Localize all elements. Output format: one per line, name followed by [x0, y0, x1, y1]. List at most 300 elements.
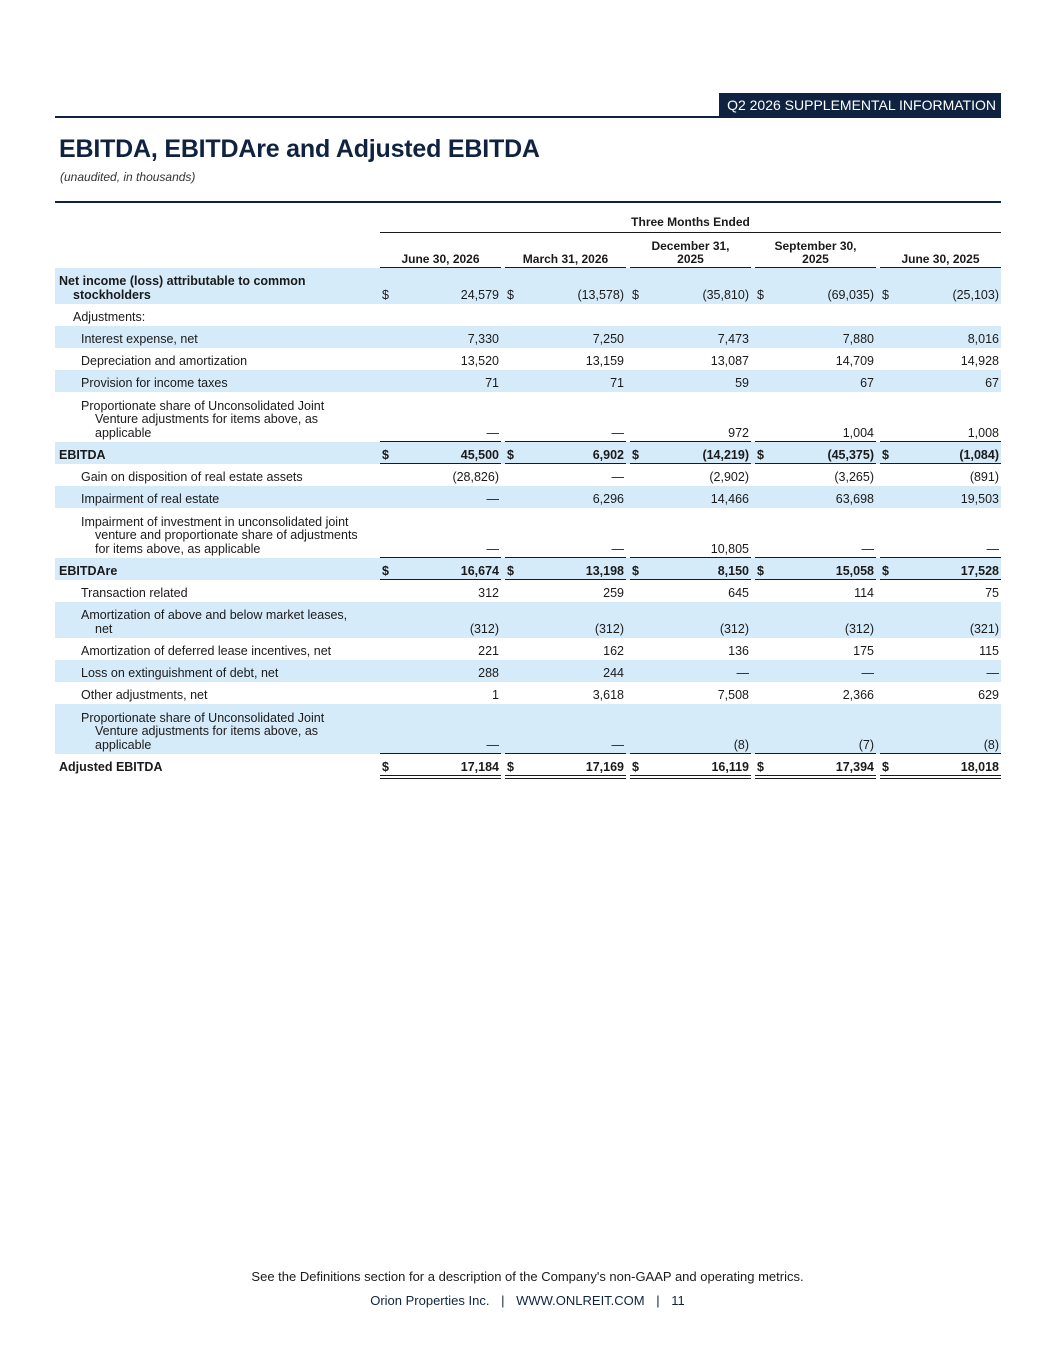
column-header [380, 236, 501, 266]
cell-value: 17,528 [960, 564, 999, 578]
table-cell [755, 310, 876, 324]
cell-value: 312 [478, 586, 499, 600]
currency-symbol: $ [507, 760, 514, 774]
title-rule [55, 201, 1001, 203]
column-header-line: September 30, [774, 239, 857, 253]
cell-value: (1,084) [959, 448, 999, 462]
table-cell [505, 738, 626, 752]
table-cell [755, 542, 876, 556]
column-header-line: June 30, 2025 [901, 252, 980, 266]
table-cell [505, 332, 626, 346]
table-cell [880, 448, 1001, 462]
cell-value: 244 [603, 666, 624, 680]
table-cell [755, 564, 876, 578]
subtotal-rule [505, 753, 626, 754]
cell-value: 3,618 [592, 688, 624, 702]
table-cell [630, 426, 751, 440]
cell-value: 14,928 [960, 354, 999, 368]
cell-value: 71 [485, 376, 499, 390]
cell-value: 13,087 [710, 354, 749, 368]
column-header-line: June 30, 2026 [401, 252, 480, 266]
table-cell [505, 688, 626, 702]
subtotal-rule [630, 753, 751, 754]
subtotal-rule [380, 778, 501, 779]
table-cell [880, 760, 1001, 774]
row-label-line: stockholders [73, 287, 151, 302]
table-row [55, 508, 1001, 558]
subtotal-rule [755, 441, 876, 442]
table-cell [755, 760, 876, 774]
cell-value: 13,159 [585, 354, 624, 368]
currency-symbol: $ [882, 448, 889, 462]
row-label [81, 471, 303, 485]
table-cell [755, 666, 876, 680]
table-cell [755, 492, 876, 506]
row-label-line: Proportionate share of Unconsolidated Joint [81, 710, 325, 725]
table-cell [380, 738, 501, 752]
table-cell [880, 288, 1001, 302]
row-label [81, 516, 358, 557]
subtotal-rule [505, 441, 626, 442]
table-cell [630, 332, 751, 346]
cell-value: 7,473 [717, 332, 749, 346]
table-cell [380, 688, 501, 702]
subtotal-rule [755, 753, 876, 754]
table-cell [880, 542, 1001, 556]
cell-value: 7,250 [592, 332, 624, 346]
cell-value: 6,902 [592, 448, 624, 462]
table-cell [755, 586, 876, 600]
table-cell [380, 310, 501, 324]
currency-symbol: $ [507, 288, 514, 302]
subtotal-rule [380, 463, 501, 464]
table-cell [505, 760, 626, 774]
table-row [55, 304, 1001, 326]
row-label [81, 377, 228, 391]
table-cell [755, 332, 876, 346]
cell-value: (28,826) [452, 470, 499, 484]
row-label [81, 689, 207, 703]
table-cell [880, 470, 1001, 484]
currency-symbol: $ [882, 760, 889, 774]
cell-value: 18,018 [960, 760, 999, 774]
cell-value: — [486, 426, 499, 440]
page-subtitle: (unaudited, in thousands) [60, 170, 196, 184]
currency-symbol: $ [507, 564, 514, 578]
cell-value: 972 [728, 426, 749, 440]
table-row [55, 442, 1001, 464]
row-label-line: Impairment of investment in unconsolidated joint [81, 514, 349, 529]
table-cell [505, 542, 626, 556]
table-cell [755, 622, 876, 636]
table-cell [380, 354, 501, 368]
table-cell [880, 492, 1001, 506]
cell-value: — [611, 470, 624, 484]
table-cell [630, 376, 751, 390]
cell-value: — [736, 666, 749, 680]
footer-separator: | [656, 1293, 660, 1308]
subtotal-rule [505, 579, 626, 580]
cell-value: 75 [985, 586, 999, 600]
cell-value: 1 [492, 688, 499, 702]
table-cell [630, 586, 751, 600]
currency-symbol: $ [632, 288, 639, 302]
column-header-line: 2025 [677, 252, 704, 266]
cell-value: 221 [478, 644, 499, 658]
cell-value: (8) [983, 738, 999, 752]
table-cell [380, 542, 501, 556]
row-label-line: Transaction related [81, 585, 188, 600]
subtotal-rule [380, 579, 501, 580]
subtotal-rule [880, 775, 1001, 776]
cell-value: (321) [969, 622, 999, 636]
cell-value: 24,579 [460, 288, 499, 302]
table-cell [505, 666, 626, 680]
currency-symbol: $ [382, 760, 389, 774]
table-cell [505, 448, 626, 462]
cell-value: 67 [860, 376, 874, 390]
table-cell [880, 376, 1001, 390]
cell-value: — [486, 542, 499, 556]
subtotal-rule [380, 441, 501, 442]
table-cell [755, 688, 876, 702]
row-label-line: venture and proportionate share of adjustments [95, 528, 358, 542]
table-cell [380, 448, 501, 462]
cell-value: 1,004 [842, 426, 874, 440]
cell-value: 16,119 [711, 760, 749, 774]
row-label-line: Interest expense, net [81, 331, 198, 346]
table-cell [880, 426, 1001, 440]
row-label-line: Amortization of above and below market leases, [81, 608, 348, 622]
currency-symbol: $ [757, 760, 764, 774]
cell-value: 115 [979, 644, 999, 658]
table-cell [505, 288, 626, 302]
row-label [81, 400, 324, 441]
column-header [755, 236, 876, 266]
cell-value: 67 [985, 376, 999, 390]
subtotal-rule [380, 557, 501, 558]
row-label-line: Adjusted EBITDA [59, 759, 163, 774]
table-cell [380, 470, 501, 484]
table-row [55, 268, 1001, 304]
table-cell [630, 738, 751, 752]
table-cell [880, 622, 1001, 636]
table-cell [630, 288, 751, 302]
currency-symbol: $ [757, 288, 764, 302]
table-group-header: Three Months Ended [631, 215, 750, 229]
table-cell [380, 564, 501, 578]
cell-value: (25,103) [952, 288, 999, 302]
footer-separator: | [501, 1293, 505, 1308]
cell-value: 16,674 [460, 564, 499, 578]
subtotal-rule [755, 775, 876, 776]
table-row [55, 580, 1001, 602]
row-label [81, 712, 324, 753]
table-cell [630, 760, 751, 774]
cell-value: (312) [469, 622, 499, 636]
table-cell [755, 470, 876, 484]
cell-value: (312) [594, 622, 624, 636]
table-cell [755, 288, 876, 302]
table-row [55, 464, 1001, 486]
cell-value: — [486, 492, 499, 506]
cell-value: — [611, 426, 624, 440]
cell-value: — [861, 542, 874, 556]
table-cell [630, 542, 751, 556]
table-cell [630, 622, 751, 636]
table-cell [880, 354, 1001, 368]
table-cell [380, 586, 501, 600]
table-cell [505, 426, 626, 440]
column-header [505, 236, 626, 266]
currency-symbol: $ [882, 564, 889, 578]
table-cell [505, 354, 626, 368]
cell-value: 59 [735, 376, 749, 390]
subtotal-rule [630, 441, 751, 442]
row-label [59, 565, 117, 579]
cell-value: 1,008 [967, 426, 999, 440]
row-label-line: Other adjustments, net [81, 687, 208, 702]
table-row [55, 660, 1001, 682]
cell-value: 288 [478, 666, 499, 680]
cell-value: (891) [969, 470, 999, 484]
column-header [630, 236, 751, 266]
row-label-line: Net income (loss) attributable to common [59, 274, 306, 288]
row-label [59, 449, 106, 463]
currency-symbol: $ [382, 448, 389, 462]
footer-website[interactable]: WWW.ONLREIT.COM [516, 1293, 645, 1308]
footer-line [0, 1293, 1055, 1308]
row-label [59, 275, 306, 302]
table-row [55, 486, 1001, 508]
table-row [55, 602, 1001, 638]
subtotal-rule [505, 778, 626, 779]
row-label-line: Impairment of real estate [81, 491, 220, 506]
currency-symbol: $ [382, 564, 389, 578]
subtotal-rule [630, 579, 751, 580]
table-cell [755, 354, 876, 368]
currency-symbol: $ [632, 564, 639, 578]
subtotal-rule [380, 775, 501, 776]
table-cell [630, 688, 751, 702]
column-header-line: 2025 [802, 252, 829, 266]
row-label [81, 609, 347, 636]
table-cell [880, 644, 1001, 658]
cell-value: — [486, 738, 499, 752]
table-cell [630, 492, 751, 506]
footer-company: Orion Properties Inc. [370, 1293, 490, 1308]
cell-value: 7,330 [467, 332, 499, 346]
table-cell [755, 448, 876, 462]
table-cell [380, 644, 501, 658]
currency-symbol: $ [632, 448, 639, 462]
footer-page-number: 11 [671, 1293, 685, 1308]
cell-value: (69,035) [827, 288, 874, 302]
table-cell [630, 470, 751, 484]
table-cell [880, 688, 1001, 702]
cell-value: (45,375) [827, 448, 874, 462]
table-row [55, 326, 1001, 348]
table-cell [380, 622, 501, 636]
row-label-line: Amortization of deferred lease incentives, net [81, 643, 332, 658]
row-label [73, 311, 145, 325]
cell-value: 629 [978, 688, 999, 702]
table-cell [505, 470, 626, 484]
row-label-line: Gain on disposition of real estate assets [81, 469, 303, 484]
footer-note: See the Definitions section for a description of the Company's non-GAAP and operating metrics. [251, 1269, 804, 1284]
table-row [55, 558, 1001, 580]
cell-value: (13,578) [577, 288, 624, 302]
cell-value: 19,503 [960, 492, 999, 506]
table-row [55, 392, 1001, 442]
row-label-line: EBITDAre [59, 563, 118, 578]
column-header-line: December 31, [651, 239, 730, 253]
table-cell [755, 376, 876, 390]
row-label-line: EBITDA [59, 447, 106, 462]
cell-value: (312) [844, 622, 874, 636]
table-cell [755, 738, 876, 752]
subtotal-rule [880, 463, 1001, 464]
cell-value: 10,805 [710, 542, 749, 556]
cell-value: — [611, 542, 624, 556]
cell-value: 13,520 [460, 354, 499, 368]
table-cell [380, 332, 501, 346]
cell-value: 8,150 [717, 564, 749, 578]
row-label-line: Proportionate share of Unconsolidated Joint [81, 398, 325, 413]
column-header-line: March 31, 2026 [522, 252, 609, 266]
row-label-line: Provision for income taxes [81, 375, 228, 390]
subtotal-rule [880, 579, 1001, 580]
table-row [55, 348, 1001, 370]
row-label-line: Venture adjustments for items above, as [95, 724, 319, 738]
cell-value: (3,265) [834, 470, 874, 484]
table-cell [880, 310, 1001, 324]
cell-value: 259 [603, 586, 624, 600]
group-header-rule [380, 232, 1001, 233]
table-row [55, 704, 1001, 754]
table-cell [630, 354, 751, 368]
row-label [81, 355, 247, 369]
table-cell [505, 564, 626, 578]
row-label [81, 493, 219, 507]
row-label [81, 587, 188, 601]
table-row [55, 370, 1001, 392]
cell-value: 17,394 [835, 760, 874, 774]
row-label-line: Adjustments: [73, 309, 146, 324]
table-cell [630, 666, 751, 680]
cell-value: (35,810) [702, 288, 749, 302]
subtotal-rule [630, 778, 751, 779]
table-cell [880, 586, 1001, 600]
page-title: EBITDA, EBITDAre and Adjusted EBITDA [59, 135, 540, 163]
subtotal-rule [880, 753, 1001, 754]
subtotal-rule [505, 463, 626, 464]
currency-symbol: $ [882, 288, 889, 302]
row-label-line: net [95, 621, 113, 636]
table-cell [380, 426, 501, 440]
subtotal-rule [755, 557, 876, 558]
cell-value: — [611, 738, 624, 752]
currency-symbol: $ [757, 448, 764, 462]
table-cell [505, 492, 626, 506]
subtotal-rule [630, 463, 751, 464]
cell-value: 45,500 [460, 448, 499, 462]
subtotal-rule [630, 557, 751, 558]
cell-value: 6,296 [592, 492, 624, 506]
row-label-line: applicable [95, 425, 152, 440]
cell-value: 15,058 [835, 564, 874, 578]
subtotal-rule [755, 579, 876, 580]
cell-value: 7,880 [842, 332, 874, 346]
cell-value: 7,508 [717, 688, 749, 702]
table-cell [630, 644, 751, 658]
subtotal-rule [880, 778, 1001, 779]
cell-value: 8,016 [967, 332, 999, 346]
cell-value: 2,366 [842, 688, 874, 702]
cell-value: 136 [728, 644, 749, 658]
table-cell [755, 644, 876, 658]
cell-value: (8) [733, 738, 749, 752]
currency-symbol: $ [632, 760, 639, 774]
cell-value: — [986, 666, 999, 680]
subtotal-rule [630, 775, 751, 776]
row-label-line: for items above, as applicable [95, 541, 261, 556]
column-header [880, 236, 1001, 266]
row-label-line: Loss on extinguishment of debt, net [81, 665, 279, 680]
subtotal-rule [755, 463, 876, 464]
table-row [55, 638, 1001, 660]
row-label [59, 761, 162, 775]
currency-symbol: $ [507, 448, 514, 462]
cell-value: 175 [853, 644, 874, 658]
cell-value: 645 [728, 586, 749, 600]
table-cell [505, 586, 626, 600]
table-cell [880, 666, 1001, 680]
table-cell [380, 666, 501, 680]
subtotal-rule [505, 775, 626, 776]
cell-value: 13,198 [585, 564, 624, 578]
cell-value: 14,466 [710, 492, 749, 506]
cell-value: 114 [854, 586, 874, 600]
table-cell [630, 310, 751, 324]
table-cell [880, 564, 1001, 578]
cell-value: — [986, 542, 999, 556]
table-cell [380, 376, 501, 390]
table-cell [380, 492, 501, 506]
cell-value: 71 [610, 376, 624, 390]
row-label-line: applicable [95, 737, 152, 752]
table-cell [630, 564, 751, 578]
row-label-line: Depreciation and amortization [81, 353, 248, 368]
subtotal-rule [505, 557, 626, 558]
cell-value: 17,169 [585, 760, 624, 774]
cell-value: — [861, 666, 874, 680]
table-cell [505, 644, 626, 658]
row-label-line: Venture adjustments for items above, as [95, 412, 319, 426]
cell-value: 162 [603, 644, 624, 658]
currency-symbol: $ [757, 564, 764, 578]
table-row [55, 682, 1001, 704]
table-cell [380, 288, 501, 302]
table-cell [505, 622, 626, 636]
cell-value: 63,698 [835, 492, 874, 506]
section-badge: Q2 2026 SUPPLEMENTAL INFORMATION [719, 93, 1001, 118]
table-cell [505, 310, 626, 324]
cell-value: (7) [858, 738, 874, 752]
cell-value: (312) [719, 622, 749, 636]
cell-value: 14,709 [835, 354, 874, 368]
subtotal-rule [880, 557, 1001, 558]
